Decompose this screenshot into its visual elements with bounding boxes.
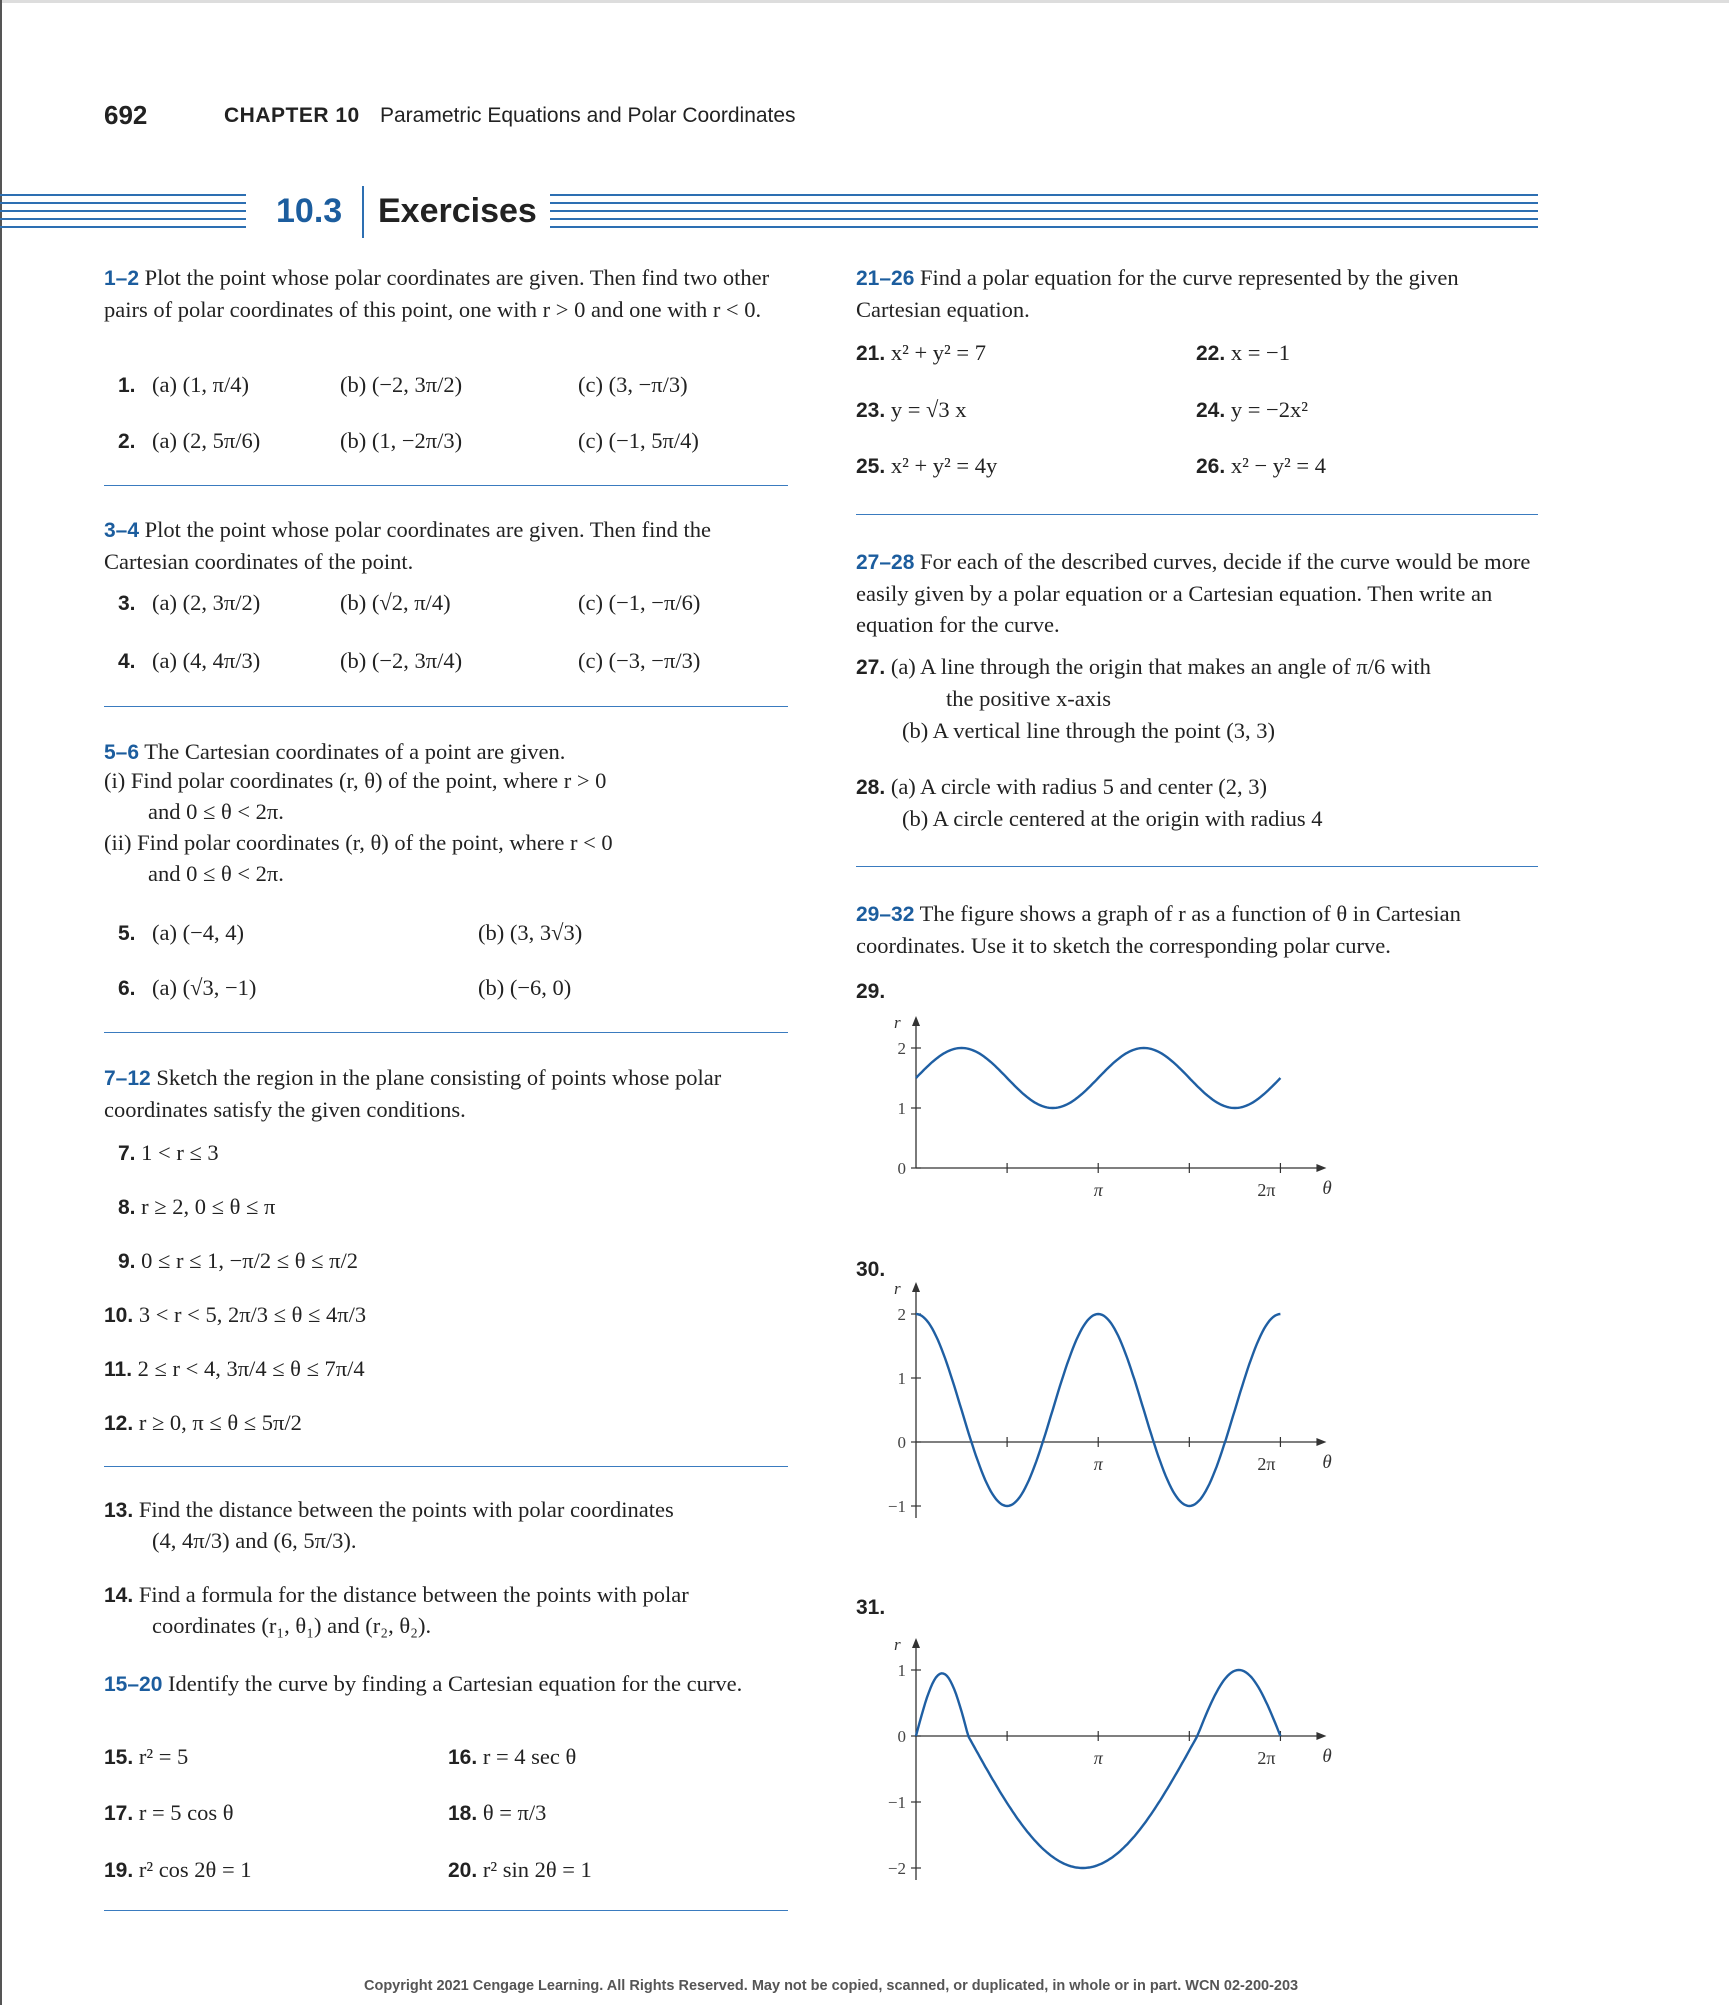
exercise-12: 12. r ≥ 0, π ≤ θ ≤ 5π/2 [104,1410,302,1435]
x-axis-label: θ [1322,1178,1332,1199]
exercise-24: 24. y = −2x² [1196,397,1308,422]
separator [856,866,1538,867]
group-5-6-header: 5–6 [104,741,140,764]
exercise-22: 22. x = −1 [1196,340,1290,365]
exercise-17: 17. r = 5 cos θ [104,1800,234,1825]
exercise-2: 2. [118,430,136,453]
group-3-4-text: Plot the point whose polar coordinates are given. Then find the Cartesian coordinates of the point. [104,517,711,574]
group-29-32-header: 29–32 [856,903,915,926]
curve-29 [916,1048,1280,1108]
separator [104,1910,788,1911]
copyright-footer: Copyright 2021 Cengage Learning. All Rights Reserved. May not be copied, scanned, or duplicated, in whole or in part. WCN 02-200-203 [364,1978,1299,1994]
exercise-4a: (a) (4, 4π/3) [152,648,261,673]
exercise-3b: (b) (√2, π/4) [340,590,451,615]
y-axis-label: r [894,1635,901,1654]
graph-29 [880,970,1420,1210]
exercise-28b: (b) A circle centered at the origin with radius 4 [902,806,1323,831]
exercise-20: 20. r² sin 2θ = 1 [448,1857,592,1882]
exercise-1c: (c) (3, −π/3) [578,372,688,397]
exercise-6: 6. [118,977,136,1000]
y-axis-arrow [912,1282,920,1292]
top-border [0,0,1729,3]
exercise-13: 13. Find the distance between the points with polar coordinates [104,1497,674,1522]
exercise-8: 8. r ≥ 2, 0 ≤ θ ≤ π [118,1194,276,1219]
y-axis-arrow [912,1638,920,1648]
exercise-6a: (a) (√3, −1) [152,975,257,1000]
exercise-2c: (c) (−1, 5π/4) [578,428,699,453]
exercise-1a: (a) (1, π/4) [152,372,249,397]
x-axis-arrow [1316,1164,1326,1172]
group-3-4-instructions [104,514,784,577]
exercise-2b: (b) (1, −2π/3) [340,428,463,453]
y-tick-label: 2 [897,1039,906,1058]
y-tick-label: 0 [897,1433,906,1452]
y-tick-label: 1 [897,1369,906,1388]
exercise-11: 11. 2 ≤ r < 4, 3π/4 ≤ θ ≤ 7π/4 [104,1356,365,1381]
section-divider [362,186,364,238]
exercise-31: 31. [856,1596,886,1619]
group-7-12-header: 7–12 [104,1067,151,1090]
group-21-26-text: Find a polar equation for the curve represented by the given Cartesian equation. [856,265,1459,322]
group-7-12-instructions [104,1062,784,1125]
group-29-32-instructions [856,898,1546,961]
x-axis-label: θ [1322,1452,1332,1473]
separator [104,1032,788,1033]
y-tick-label: 0 [897,1727,906,1746]
x-axis-label: θ [1322,1746,1332,1767]
group-5-6-instructions [104,736,784,768]
x-tick-label: π [1093,1748,1103,1768]
group-21-26-instructions [856,262,1540,325]
y-axis-arrow [912,1016,920,1026]
curve-30 [916,1314,1280,1506]
exercise-18: 18. θ = π/3 [448,1800,547,1825]
x-tick-label: 2π [1257,1454,1276,1474]
exercise-25: 25. x² + y² = 4y [856,453,998,478]
exercise-1b: (b) (−2, 3π/2) [340,372,463,397]
exercise-27a-cont: the positive x-axis [946,686,1111,711]
group-5-6-part-ii-cont: and 0 ≤ θ < 2π. [148,861,284,886]
page-number: 692 [104,100,148,130]
exercise-9: 9. 0 ≤ r ≤ 1, −π/2 ≤ θ ≤ π/2 [118,1248,358,1273]
separator [104,485,788,486]
group-15-20-header: 15–20 [104,1673,163,1696]
y-tick-label: 0 [897,1159,906,1178]
group-1-2-instructions [104,262,784,325]
group-5-6-part-i: (i) Find polar coordinates (r, θ) of the point, where r > 0 [104,768,607,793]
y-tick-label: 1 [897,1099,906,1118]
graph-30 [880,1250,1420,1540]
exercise-30: 30. [856,1258,886,1281]
exercise-4c: (c) (−3, −π/3) [578,648,701,673]
y-tick-label: −1 [887,1793,906,1812]
separator [856,514,1538,515]
exercise-13-cont: (4, 4π/3) and (6, 5π/3). [152,1528,357,1553]
group-15-20-instructions [104,1668,784,1700]
y-axis-label: r [894,1279,901,1298]
group-27-28-header: 27–28 [856,551,915,574]
exercise-26: 26. x² − y² = 4 [1196,453,1326,478]
section-title: Exercises [378,192,537,230]
exercise-15: 15. r² = 5 [104,1744,189,1769]
exercise-14: 14. Find a formula for the distance between the points with polar [104,1582,689,1607]
group-1-2-header: 1–2 [104,267,140,290]
exercise-10: 10. 3 < r < 5, 2π/3 ≤ θ ≤ 4π/3 [104,1302,367,1327]
exercise-5a: (a) (−4, 4) [152,920,245,945]
x-axis-arrow [1316,1732,1326,1740]
exercise-7: 7. 1 < r ≤ 3 [118,1140,219,1165]
x-tick-label: 2π [1257,1748,1276,1768]
exercise-3a: (a) (2, 3π/2) [152,590,261,615]
chapter-title: Parametric Equations and Polar Coordinates [380,104,796,127]
group-3-4-header: 3–4 [104,519,140,542]
exercise-27b: (b) A vertical line through the point (3, 3) [902,718,1276,743]
exercise-16: 16. r = 4 sec θ [448,1744,577,1769]
group-5-6-part-ii: (ii) Find polar coordinates (r, θ) of the point, where r < 0 [104,830,613,855]
exercise-23: 23. y = √3 x [856,397,967,422]
curve-31 [916,1670,1280,1868]
exercise-1: 1. [118,374,136,397]
group-21-26-header: 21–26 [856,267,915,290]
exercise-27: 27. (a) A line through the origin that makes an angle of π/6 with [856,654,1431,679]
exercise-6b: (b) (−6, 0) [478,975,572,1000]
exercise-21: 21. x² + y² = 7 [856,340,986,365]
y-tick-label: 2 [897,1305,906,1324]
y-tick-label: −2 [887,1859,906,1878]
separator [104,1466,788,1467]
exercise-3c: (c) (−1, −π/6) [578,590,701,615]
separator [104,706,788,707]
x-tick-label: π [1093,1180,1103,1200]
group-15-20-text: Identify the curve by finding a Cartesian equation for the curve. [168,1671,743,1696]
exercise-4b: (b) (−2, 3π/4) [340,648,463,673]
chapter-label: CHAPTER 10 [224,104,360,127]
exercise-4: 4. [118,650,136,673]
exercise-2a: (a) (2, 5π/6) [152,428,261,453]
exercise-19: 19. r² cos 2θ = 1 [104,1857,252,1882]
group-5-6-part-i-cont: and 0 ≤ θ < 2π. [148,799,284,824]
y-axis-label: r [894,1013,901,1032]
graph-31 [880,1590,1420,1940]
x-axis-arrow [1316,1438,1326,1446]
group-7-12-text: Sketch the region in the plane consisting of points whose polar coordinates satisfy the given conditions. [104,1065,722,1122]
group-5-6-text: The Cartesian coordinates of a point are given. [144,739,566,764]
group-27-28-instructions [856,546,1546,640]
y-tick-label: 1 [897,1661,906,1680]
exercise-14-cont: coordinates (r₁, θ₁) and (r₂, θ₂). [152,1613,432,1638]
exercise-28: 28. (a) A circle with radius 5 and center (2, 3) [856,774,1267,799]
exercise-5b: (b) (3, 3√3) [478,920,583,945]
exercise-5: 5. [118,922,136,945]
x-tick-label: 2π [1257,1180,1276,1200]
exercise-29: 29. [856,980,886,1003]
group-29-32-text: The figure shows a graph of r as a function of θ in Cartesian coordinates. Use it to sketch the corresponding polar curve. [856,901,1461,958]
x-tick-label: π [1093,1454,1103,1474]
group-27-28-text: For each of the described curves, decide if the curve would be more easily given by a polar equation or a Cartesian equation. Then write an equation for the curve. [856,549,1531,637]
group-1-2-text: Plot the point whose polar coordinates are given. Then find two other pairs of polar coordinates of this point, one with r > 0 and one with r < 0. [104,265,770,322]
section-number: 10.3 [276,192,343,230]
page-edge [0,0,2,2005]
y-tick-label: −1 [887,1497,906,1516]
exercise-3: 3. [118,592,136,615]
